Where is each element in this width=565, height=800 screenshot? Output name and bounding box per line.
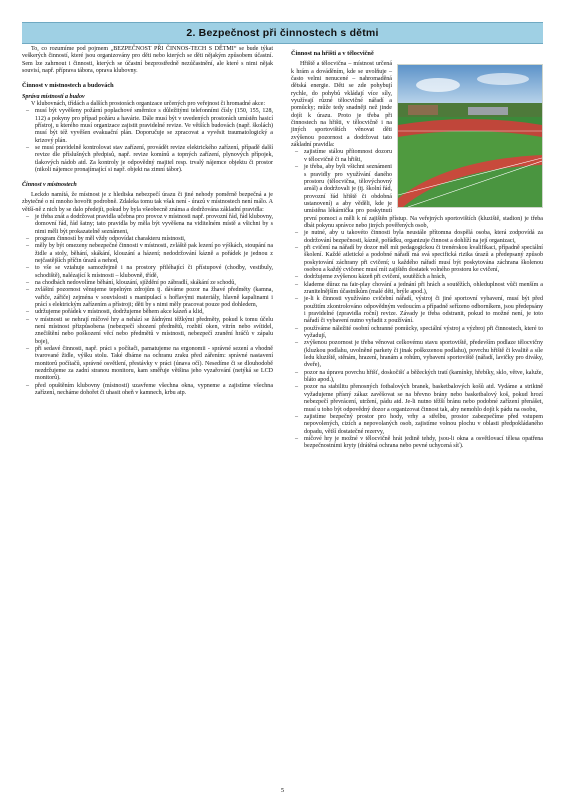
list-item: – v místnosti se nehrají míčové hry a nehází se žádnými těžkými předměty, pokud k tomu účelu není místnost přizpůsobena (nebezpečí shození předmětů, rozbití oken, vitrín nebo svítidel, znečištění nebo poškození věcí nebo předmětů v místnosti, nebezpečí zranění hráčů v zápalu boje), [22,317,273,346]
page-number: 5 [280,787,285,794]
list-item: – udržujeme pořádek v místnosti, dodržujeme během akce kázeň a klid, [22,309,273,316]
playground-rules-list [291,149,543,450]
left-column [22,46,273,397]
subheading-rooms-activity: Činnost v místnostech [22,181,77,188]
list-item: – program činností by měl vždy odpovídat charakteru místnosti, [22,236,273,243]
list-item: – na chodbách nedovolíme běhání, klouzání, sjíždění po zábradlí, skákání ze schodů, [22,280,273,287]
list-item: – je-li k činnosti využíváno cvičební nářadí, výstroj či jiné sportovní vybavení, musí být před použitím zkontrolováno odpovědným vedoucím a případně seřízeno odborníkem, jsou předepsány i pravidelné (zpravidla roční) revize. Závady je třeba odstranit, pokud to možné není, je toto nářadí či vybavení nutno vyřadit z používání. [291,296,543,325]
heading-rooms-buildings: Činnost v místnostech a budovách [22,82,114,90]
list-item: – zajistíme stálou přítomnost dozoru v tělocvičně či na hřišti, [291,149,543,164]
subheading-management: Správa místností a budov [22,93,85,100]
list-item: – dodržujeme zvýšenou kázeň při cvičení, soutěžích a hrách, [291,274,543,281]
list-item: – zvýšenou pozornost je třeba věnovat celkovému stavu sportoviště, především podlaze tělocvičny (kluzkou podlahu, uvolněné parkety či jinak poškozenou podlahu), povrchu hřiště či kvalitě a síle ledu kluziště, stěnám, hrazení, hranám a rohům, vybavení sportoviště (nářadí, lavičky pro diváky, dveře), [291,340,543,369]
paragraph-management: V klubovnách, třídách a dalších prostorách organizace určených pro veřejnost či hromadné akce: [31,101,266,108]
list-item: – měly by být omezeny nebezpečné činnosti v místnosti, zvláště pak lezení po výškách, stoupání na židle a stoly, běhání, skákání, klouzání a házení; nedodržování kázně a pořádek je jednou z nejčastějších příčin úrazů a nehod, [22,243,273,265]
rooms-rules-list [22,214,273,398]
list-item: – při cvičení na nářadí by dozor měl mít pedagogickou či trenérskou kvalifikaci, případně speciální školení. Každé atletické a podobné nářadí má svá specifická rizika úrazů a předepsaný způsob poskytování záchrany při cvičení; u každého nářadí musí být poskytována záchrana školenou osobou a každý cvičenec musí mít zajištěn dostatek volného prostoru ke cvičení, [291,245,543,274]
list-item: – to vše se vztahuje samozřejmě i na prostory přiléhající či přístupové (chodby, vestibuly, schodiště), nalézající k místnosti – klubovně, třídě, [22,265,273,280]
right-column [291,46,543,451]
list-item: – pozor na úpravu povrchu hřišť, doskočišť a běžeckých tratí (kamínky, hřebíky, sklo, větve, kaluže, bláto apod.), [291,370,543,385]
list-item: – je třeba znát a dodržovat pravidla učebna pro provoz v místnosti např. provozní řád, řád klubovny, domovní řád, řád šatny; tato pravidla by měla být vyvěšena na viditelném místě a všichni by s nimi měli být prokazatelně seznámeni, [22,214,273,236]
section-title-bar [22,22,543,44]
list-item: – je třeba, aby byli všichni seznámeni s pravidly pro využívání daného prostoru (tělocvična, tělovýchovný areál) a dodržovali je (tj. školní řád, provozní řád hřiště či obdobná ustanovení) a aby věděli, kde je umístěna lékárnička pro poskytnutí první pomoci a měli k ní zajištěn přístup. Na veřejných sportovištích (kluziště, stadion) je třeba dbát pokynu správce nebo jiných pověřených osob, [291,164,543,230]
list-item: – zvláštní pozornost věnujeme tepelným zdrojům tj. dáváme pozor na žhavé předměty (kamna, vařiče, zářiče) zejména v souvislosti s manipulací s hořlavými materiály, hlavně kapalinami i prácí s elektrickým zařízením a přístroji; děti by s nimi měly pracovat pouze pod dohledem, [22,287,273,309]
list-item: – používáme náležité osobní ochranné pomůcky, speciální výstroj a výzbroj při činnostech, které to vyžadují, [291,326,543,341]
heading-playground-gym: Činnost na hřišti a v tělocvičně [291,50,374,57]
list-item: – zajistíme bezpečný prostor pro hody, vrhy a střelbu, prostor zabezpečíme před vstupem nepovolených, cizích a nepovolaných osob, zajistíme volnou plochu v oblasti předpokládaného dopadu, větší dostatečné rezervy, [291,414,543,436]
list-item: – pozor na stabilitu přenosných fotbalových branek, basketbalových košů atd. Vydáme a striktně vyžadujeme přísný zákaz zavěšovat se na břevno brány nebo basketbalový koš, pokud hrozí nebezpečí převrácení, utržení, pádu atd. Je-li nutno těžší bránu nebo podobné zařízení přenášet, musí u toho být odpovědný dozor a organizovat činnost tak, aby nemohlo dojít k pádu na osobu, [291,384,543,413]
list-item: – klademe důraz na fair-play chování a jednání při hrách a soutěžích, ohleduplnost vůči menším a zranitelnějším účastníkům (malé děti, brýle apod.), [291,282,543,297]
list-item: – musí být vyvěšeny požární poplachové směrnice s důležitými telefonními čísly (150, 155, 128, 112) a pokyny pro případ požáru a havárie. Dále musí být v uvedených prostorách umístěn hasicí přístroj, u kterého musí organizace zajistit pravidelné revize. Ve větších budovách (např. školách) musí být též vyvěšen evakuační plán. Doporučuje se zpracovat a vyvěsit traumatologický a krizový plán. [22,108,273,145]
management-list [22,108,273,174]
list-item: – míčové hry je možné v tělocvičně hrát jedině tehdy, jsou-li okna a osvětlovací tělesa opatřena bezpečnostními kryty (drátěná ochrana nebo pevné uchycená síť). [291,436,543,451]
list-item: – při sedavé činnosti, např. práci s počítači, pamatujeme na ergonomii - správné sezení a vhodně tvarované židle, výšku stolu. Také dbáme na ochranu zraku před zářením: správné nastavení monitorů počítačů, správné osvětlení, přestávky v práci (únava očí). Nesedíme či se dlouhodobě nezdržujeme za zadní stranou monitoru, kam směřuje většina jeho vyzařování (netýká se LCD monitorů). [22,346,273,383]
section-title: 2. Bezpečnost při činnostech s dětmi [186,27,379,39]
list-item: – je nutné, aby u takovéto činnosti byla neustále přítomna dospělá osoba, která zodpovídá za dodržování bezpečnosti, kázně, pořádku, organizuje činnost a dohlíží na její organizaci, [291,230,543,245]
paragraph-rooms-activity: Leckdo namítá, že místnost je z hlediska nebezpečí úrazu či jiné nehody poměrně bezpečná a je zbytečné o ní mnoho hovořit podrobně. Zdaleka tomu tak však není - úrazů v místnostech není málo. A větší-ně z nich by se dalo předejít, pokud by byla všeobecně známa a dodržována základní pravidla: [22,191,273,213]
list-item: – se musí pravidelně kontrolovat stav zařízení, provádět revize elektrického zařízení, případě další revize dle příslušných předpisů, např. revize komínů a topných zařízení, plynových přípojek, tlakových nádob atd. Za kontroly je odpovědný majitel resp. trvalý nájemce objektu či prostor (nikoli nájemce pronajímající si např. objekt na zimní tábor). [22,145,273,174]
paragraph-playground: Hřiště a tělocvična – místnost určená k hrám a dováděním, kde se uvolňuje – často velmi nenucené – nahromaděná dětská energie. Děti se zde pohybují rychle, do pohybů vkládají více síly, využívají různé tělocvičné nářadí a pomůcky; může tedy snadněji než jinde dojít k úrazu. Proto je třeba při činnostech na hřišti, v tělocvičně i na jiných sportovištích věnovat děti zvýšenou pozornost a dodržovat tato základní pravidla: [291,61,392,149]
list-item: – před opuštěním klubovny (místnosti) uzavřeme všechna okna, vypneme a zajistíme všechna zařízení, necháme dohořet či uhasit oheň v kamnech, krbu atp. [22,383,273,398]
intro-paragraph: To, co rozumíme pod pojmem „BEZPEČNOST PŘI ČINNOS-TECH S DĚTMI“ se bude týkat veškerých činností, které jsou organizovány pro děti nebo kterých se děti nějakým způsobem účastní. Sem lze zahrnout i činnosti, kterých se účastní bezprostředně nezúčastnění, ale které s nimi nějak souvisí, např. příprava tábora, oprava klubovny. [22,46,273,75]
